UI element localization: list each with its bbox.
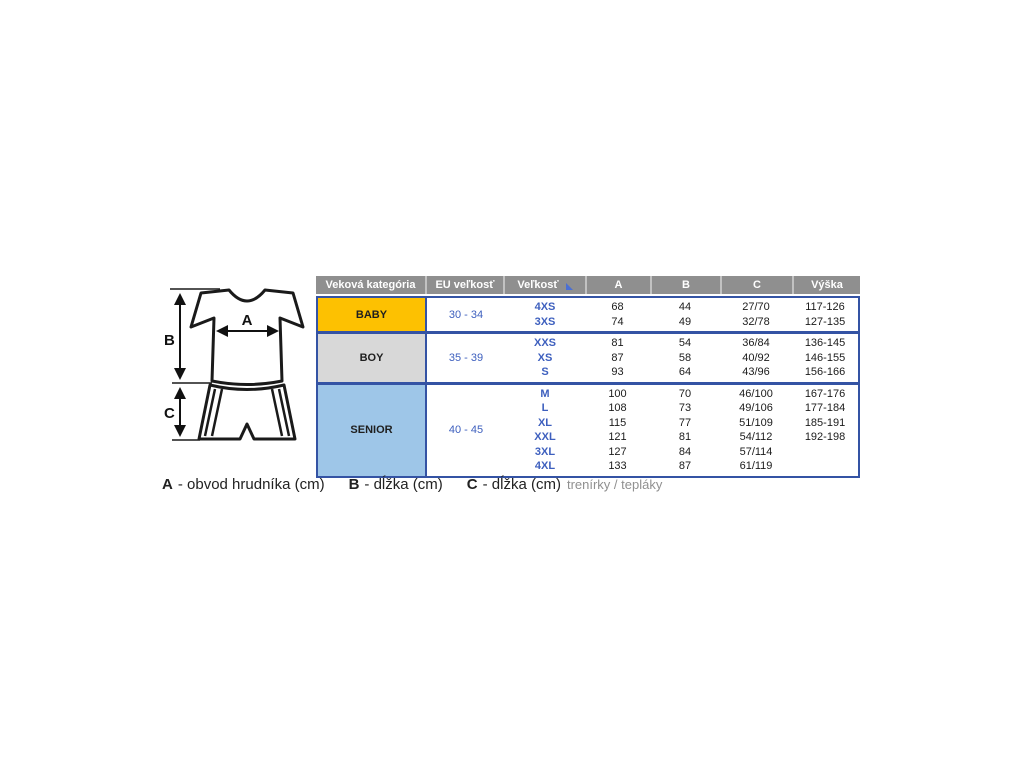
height-value-cell: 192-198 (804, 431, 846, 444)
height-value-cell: 127-135 (804, 315, 846, 328)
a-value-cell: 87 (611, 351, 624, 364)
table-header-row (316, 276, 860, 294)
size-row (505, 351, 858, 366)
a-value-cell: 100 (608, 387, 627, 400)
column-header-label: B (682, 279, 690, 291)
size-rows (505, 334, 858, 382)
height-value-cell: 177-184 (804, 402, 846, 415)
table-body (316, 296, 860, 478)
category-cell: BOY (318, 334, 427, 382)
size-rows (505, 298, 858, 331)
tshirt-outline (191, 290, 303, 385)
height-value-cell: 185-191 (804, 416, 846, 429)
b-value-cell: 44 (678, 301, 692, 314)
b-value-cell: 54 (678, 337, 692, 350)
size-row (505, 387, 858, 402)
garment-diagram (162, 272, 320, 472)
column-header-b (650, 276, 720, 294)
size-row (505, 430, 858, 445)
b-value-cell: 77 (678, 416, 692, 429)
c-value-cell: 51/109 (739, 416, 773, 429)
size-cell: XXL (534, 431, 556, 444)
b-value-cell: 84 (678, 445, 692, 458)
a-value-cell: 115 (608, 416, 627, 429)
size-cell: 3XS (534, 315, 556, 328)
b-value-cell: 73 (678, 402, 692, 415)
c-value-cell: 54/112 (739, 431, 773, 444)
legend-text-b: - dĺžka (cm) (364, 476, 443, 493)
b-value-cell: 87 (678, 460, 692, 473)
a-value-cell: 68 (611, 301, 624, 314)
legend-key-a: A (162, 476, 173, 493)
size-row (505, 445, 858, 460)
c-value-cell: 46/100 (739, 387, 773, 400)
size-row (505, 336, 858, 351)
category-cell: SENIOR (318, 385, 427, 476)
size-table (316, 276, 860, 478)
b-value-cell: 49 (678, 315, 692, 328)
diagram-label-b: B (164, 332, 175, 349)
eu-size-cell: 30 - 34 (448, 308, 484, 321)
c-value-cell: 57/114 (739, 445, 773, 458)
column-header-label: Veková kategória (325, 279, 416, 291)
column-header-cat (316, 276, 425, 294)
sort-cursor-icon (566, 283, 573, 290)
garment-diagram-svg (162, 272, 320, 472)
size-rows (505, 385, 858, 476)
legend-item-a (162, 476, 325, 493)
legend-item-b (349, 476, 443, 493)
column-header-label: A (614, 279, 623, 291)
c-value-cell: 61/119 (739, 460, 773, 473)
diagram-label-a: A (241, 312, 253, 329)
legend-note-c: trenírky / tepláky (566, 477, 663, 492)
b-value-cell: 70 (678, 387, 692, 400)
size-cell: M (540, 387, 550, 400)
size-cell: 4XL (534, 460, 556, 473)
legend-text-a: - obvod hrudníka (cm) (177, 476, 325, 493)
legend-key-b: B (348, 476, 360, 493)
size-row (505, 300, 858, 315)
measurement-legend (162, 476, 662, 493)
height-value-cell: 156-166 (804, 366, 846, 379)
column-header-eu (425, 276, 503, 294)
size-cell: 4XS (534, 301, 556, 314)
column-header-label: Veľkosť (517, 279, 559, 291)
b-value-cell: 81 (678, 431, 692, 444)
column-header-label: C (753, 279, 761, 291)
section-baby (316, 296, 860, 333)
c-value-cell: 32/78 (742, 315, 770, 328)
c-value-cell: 43/96 (742, 366, 770, 379)
size-cell: L (541, 402, 549, 415)
legend-text-c: - dĺžka (cm) (482, 476, 561, 493)
legend-item-c (467, 476, 663, 493)
b-value-cell: 58 (678, 351, 692, 364)
column-header-h (792, 276, 860, 294)
legend-key-c: C (466, 476, 478, 493)
a-value-cell: 133 (608, 460, 627, 473)
column-header-label: Výška (811, 279, 843, 291)
size-row (505, 401, 858, 416)
a-value-cell: 121 (608, 431, 627, 444)
eu-size-cell: 35 - 39 (448, 351, 484, 364)
section-boy (316, 332, 860, 384)
b-value-cell: 64 (678, 366, 692, 379)
section-senior (316, 383, 860, 478)
diagram-label-c: C (164, 405, 175, 422)
height-value-cell: 167-176 (804, 387, 846, 400)
size-row (505, 416, 858, 431)
size-cell: XXS (533, 337, 556, 350)
column-header-label: EU veľkosť (435, 279, 495, 291)
size-row (505, 459, 858, 474)
c-value-cell: 40/92 (742, 351, 770, 364)
eu-size-cell: 40 - 45 (448, 424, 484, 436)
size-cell: S (541, 366, 549, 379)
height-value-cell: 136-145 (804, 337, 846, 350)
size-row (505, 365, 858, 380)
height-value-cell: 146-155 (804, 351, 846, 364)
c-value-cell: 27/70 (742, 301, 770, 314)
a-value-cell: 93 (611, 366, 624, 379)
column-header-size (503, 276, 585, 294)
size-cell: 3XL (534, 445, 556, 458)
column-header-a (585, 276, 650, 294)
a-value-cell: 74 (611, 315, 624, 328)
c-value-cell: 49/106 (739, 402, 773, 415)
category-cell: BABY (318, 298, 427, 331)
a-value-cell: 127 (608, 445, 627, 458)
size-cell: XL (537, 416, 553, 429)
height-value-cell: 117-126 (805, 301, 845, 314)
a-value-cell: 81 (611, 337, 624, 350)
size-cell: XS (537, 351, 553, 364)
c-value-cell: 36/84 (742, 337, 770, 350)
column-header-c (720, 276, 792, 294)
size-row (505, 315, 858, 330)
a-value-cell: 108 (608, 402, 627, 415)
